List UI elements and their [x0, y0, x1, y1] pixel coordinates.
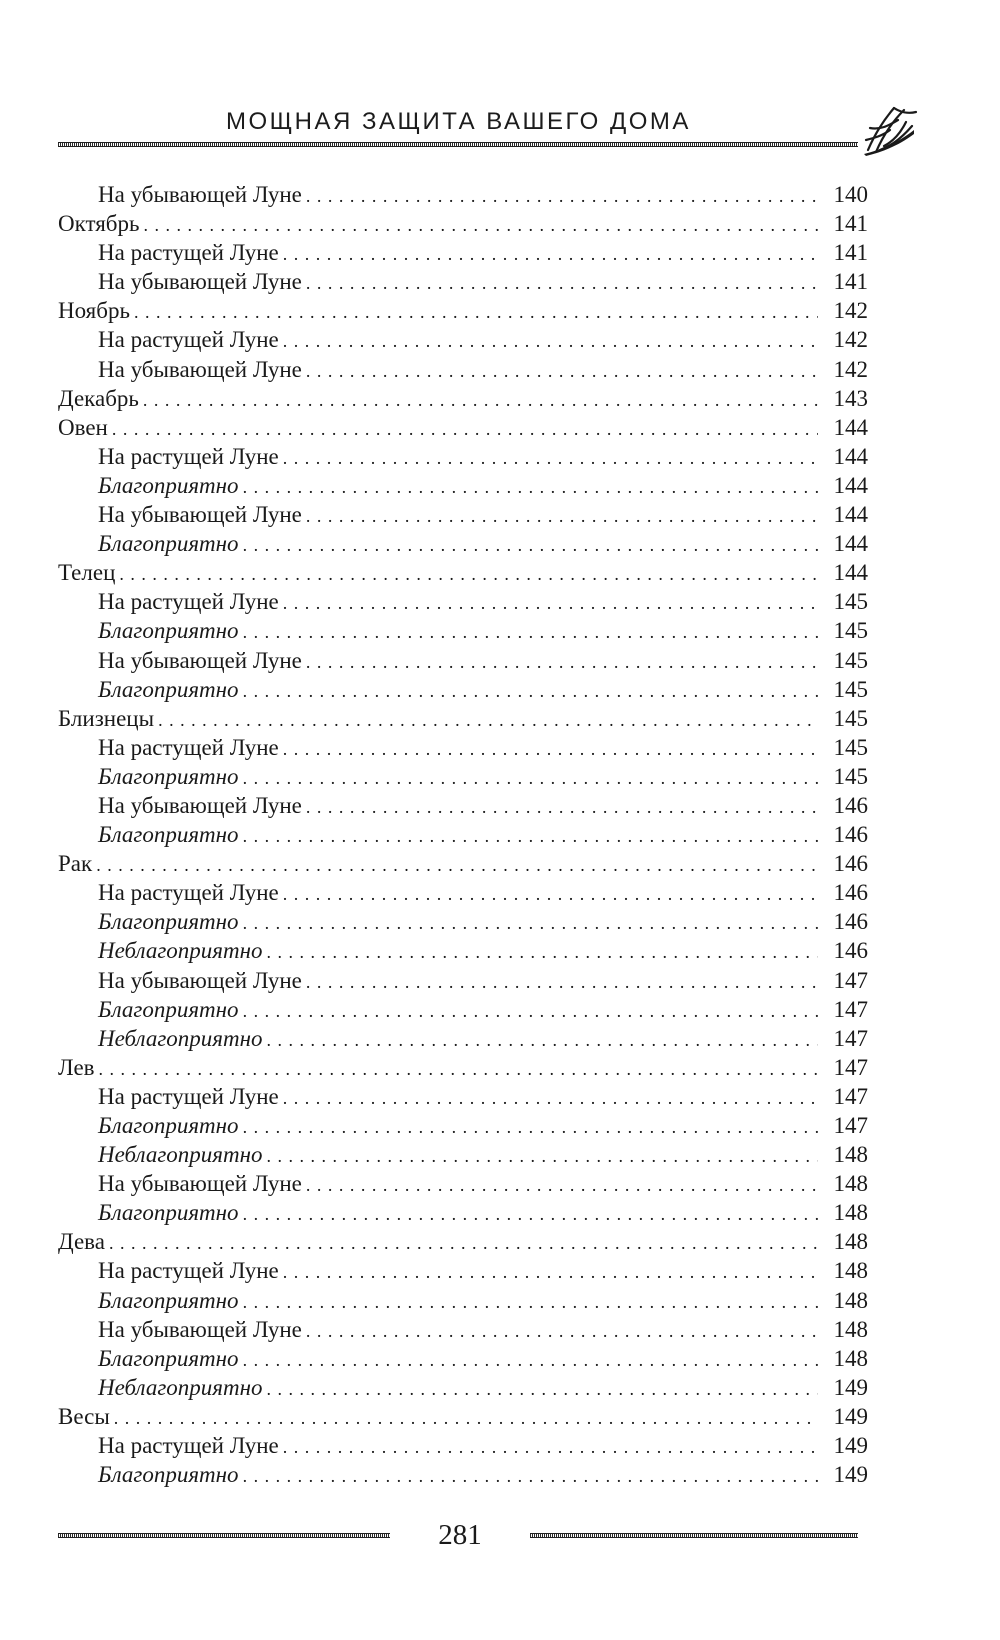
toc-entry-title: Благоприятно [98, 822, 239, 848]
toc-subentry [58, 325, 868, 354]
toc-entry-page: 142 [833, 356, 868, 382]
dot-leader [306, 355, 818, 384]
toc-subentry [58, 1431, 868, 1460]
dot-leader [243, 907, 818, 936]
toc-entry-page: 148 [833, 1316, 868, 1342]
toc-subentry [58, 471, 868, 500]
toc-entry-title: На убывающей Луне [98, 356, 302, 382]
toc-entry-page: 145 [833, 705, 868, 731]
toc-entry-title: Неблагоприятно [98, 938, 263, 964]
dot-leader [283, 238, 818, 267]
dot-leader [243, 995, 818, 1024]
toc-entry-title: Благоприятно [98, 676, 239, 702]
toc-entry-page: 148 [833, 1345, 868, 1371]
dot-leader [306, 180, 818, 209]
toc-entry-title: Неблагоприятно [98, 1025, 263, 1051]
dot-leader [112, 413, 818, 442]
toc-entry-title: Рак [58, 851, 93, 877]
toc-entry-page: 147 [833, 1113, 868, 1138]
dot-leader [243, 1111, 818, 1140]
toc-entry-title: Благоприятно [98, 1200, 239, 1226]
toc-subentry [58, 1256, 868, 1285]
dot-leader [243, 1344, 818, 1373]
toc-entry-title: Близнецы [58, 705, 155, 731]
toc-entry-page: 145 [833, 763, 868, 789]
toc-entry-page: 147 [833, 967, 868, 993]
toc-entry-title: На растущей Луне [98, 240, 279, 266]
toc-entry-title: Неблагоприятно [98, 1374, 263, 1400]
toc-entry-title: На растущей Луне [98, 443, 279, 469]
toc-subentry [58, 238, 868, 267]
toc-chapter-entry [58, 849, 868, 878]
dot-leader [267, 936, 818, 965]
dot-leader [267, 1373, 818, 1402]
dot-leader [99, 1053, 818, 1082]
table-of-contents [58, 180, 868, 1489]
toc-entry-title: Благоприятно [98, 1462, 239, 1488]
running-header-title: МОЩНАЯ ЗАЩИТА ВАШЕГО ДОМА [226, 108, 691, 135]
toc-entry-title: Лев [58, 1054, 95, 1080]
toc-subentry [58, 587, 868, 616]
toc-entry-page: 145 [833, 618, 868, 644]
toc-entry-title: На растущей Луне [98, 1083, 279, 1109]
toc-entry-title: На убывающей Луне [98, 792, 302, 818]
toc-chapter-entry [58, 1402, 868, 1431]
toc-entry-title: Весы [58, 1403, 110, 1429]
toc-entry-page: 149 [833, 1374, 868, 1400]
toc-chapter-entry [58, 209, 868, 238]
toc-entry-page: 148 [833, 1142, 868, 1168]
toc-entry-title: На убывающей Луне [98, 967, 302, 993]
toc-chapter-entry [58, 384, 868, 413]
toc-entry-title: На убывающей Луне [98, 182, 302, 207]
toc-entry-page: 147 [833, 1025, 868, 1051]
toc-entry-title: Благоприятно [98, 472, 239, 498]
toc-entry-title: На растущей Луне [98, 589, 279, 615]
dot-leader [243, 1460, 818, 1489]
toc-entry-page: 146 [833, 909, 868, 935]
footer-rule-right [530, 1533, 858, 1538]
toc-entry-page: 148 [833, 1171, 868, 1197]
book-leaf-logo-icon [860, 100, 920, 160]
toc-subentry [58, 762, 868, 791]
toc-entry-page: 148 [833, 1229, 868, 1255]
dot-leader [283, 325, 818, 354]
dot-leader [283, 1431, 818, 1460]
toc-entry-page: 142 [833, 298, 868, 324]
footer-rule-left [58, 1533, 390, 1538]
toc-entry-title: Дева [58, 1229, 105, 1255]
dot-leader [96, 849, 818, 878]
toc-entry-title: На растущей Луне [98, 880, 279, 906]
dot-leader [143, 384, 818, 413]
toc-entry-page: 145 [833, 676, 868, 702]
toc-entry-page: 144 [833, 443, 868, 469]
toc-entry-title: На растущей Луне [98, 1433, 279, 1459]
toc-entry-title: Благоприятно [98, 1113, 239, 1138]
toc-entry-page: 141 [833, 269, 868, 295]
toc-entry-title: Октябрь [58, 211, 140, 237]
toc-entry-page: 141 [833, 240, 868, 266]
toc-subentry [58, 907, 868, 936]
dot-leader [306, 267, 818, 296]
dot-leader [243, 1198, 818, 1227]
dot-leader [243, 762, 818, 791]
toc-entry-page: 146 [833, 851, 868, 877]
toc-subentry [58, 1373, 868, 1402]
toc-entry-title: Телец [58, 560, 116, 586]
dot-leader [267, 1024, 818, 1053]
dot-leader [306, 646, 818, 675]
toc-entry-title: На убывающей Луне [98, 647, 302, 673]
toc-entry-page: 142 [833, 327, 868, 353]
toc-entry-page: 149 [833, 1462, 868, 1488]
toc-entry-title: Благоприятно [98, 1287, 239, 1313]
toc-subentry [58, 442, 868, 471]
dot-leader [283, 587, 818, 616]
toc-subentry [58, 646, 868, 675]
toc-entry-title: Овен [58, 414, 108, 440]
toc-entry-title: На убывающей Луне [98, 502, 302, 528]
dot-leader [283, 442, 818, 471]
dot-leader [306, 500, 818, 529]
toc-subentry [58, 1169, 868, 1198]
toc-entry-page: 144 [833, 414, 868, 440]
toc-subentry [58, 529, 868, 558]
dot-leader [119, 558, 818, 587]
toc-entry-page: 147 [833, 996, 868, 1022]
toc-subentry [58, 733, 868, 762]
toc-subentry [58, 500, 868, 529]
dot-leader [283, 733, 818, 762]
dot-leader [134, 296, 818, 325]
toc-subentry [58, 180, 868, 209]
toc-entry-title: Благоприятно [98, 618, 239, 644]
toc-entry-page: 144 [833, 531, 868, 557]
toc-entry-page: 144 [833, 472, 868, 498]
toc-entry-page: 144 [833, 502, 868, 528]
dot-leader [243, 820, 818, 849]
header-rule [58, 142, 858, 147]
toc-subentry [58, 1140, 868, 1169]
toc-subentry [58, 936, 868, 965]
toc-entry-title: На растущей Луне [98, 1258, 279, 1284]
toc-entry-title: На убывающей Луне [98, 1171, 302, 1197]
dot-leader [243, 1286, 818, 1315]
toc-subentry [58, 1315, 868, 1344]
dot-leader [243, 529, 818, 558]
toc-entry-title: Благоприятно [98, 763, 239, 789]
dot-leader [144, 209, 819, 238]
toc-subentry [58, 791, 868, 820]
dot-leader [283, 1256, 818, 1285]
toc-entry-page: 146 [833, 792, 868, 818]
toc-entry-page: 148 [833, 1258, 868, 1284]
toc-entry-page: 140 [833, 182, 868, 207]
dot-leader [267, 1140, 818, 1169]
toc-entry-page: 146 [833, 938, 868, 964]
dot-leader [109, 1227, 818, 1256]
toc-subentry [58, 355, 868, 384]
dot-leader [114, 1402, 818, 1431]
toc-entry-title: На убывающей Луне [98, 269, 302, 295]
toc-entry-page: 147 [833, 1083, 868, 1109]
toc-entry-page: 145 [833, 647, 868, 673]
dot-leader [243, 616, 818, 645]
toc-entry-title: На растущей Луне [98, 734, 279, 760]
toc-subentry [58, 1111, 868, 1140]
page-number: 281 [438, 1519, 482, 1551]
toc-entry-title: Ноябрь [58, 298, 130, 324]
toc-entry-page: 146 [833, 822, 868, 848]
toc-entry-title: На растущей Луне [98, 327, 279, 353]
dot-leader [158, 704, 818, 733]
dot-leader [306, 966, 818, 995]
toc-subentry [58, 675, 868, 704]
toc-chapter-entry [58, 704, 868, 733]
toc-entry-title: Неблагоприятно [98, 1142, 263, 1168]
toc-entry-page: 149 [833, 1403, 868, 1429]
toc-chapter-entry [58, 1053, 868, 1082]
toc-chapter-entry [58, 1227, 868, 1256]
toc-subentry [58, 1286, 868, 1315]
toc-entry-page: 147 [833, 1054, 868, 1080]
dot-leader [243, 471, 818, 500]
toc-entry-page: 145 [833, 734, 868, 760]
dot-leader [306, 791, 818, 820]
dot-leader [243, 675, 818, 704]
toc-entry-title: Благоприятно [98, 996, 239, 1022]
toc-entry-page: 145 [833, 589, 868, 615]
toc-entry-page: 146 [833, 880, 868, 906]
toc-entry-title: Благоприятно [98, 531, 239, 557]
toc-entry-page: 141 [833, 211, 868, 237]
toc-subentry [58, 616, 868, 645]
toc-entry-page: 148 [833, 1200, 868, 1226]
toc-entry-title: На убывающей Луне [98, 1316, 302, 1342]
toc-subentry [58, 1344, 868, 1373]
toc-chapter-entry [58, 413, 868, 442]
toc-chapter-entry [58, 558, 868, 587]
toc-subentry [58, 1082, 868, 1111]
toc-entry-title: Благоприятно [98, 1345, 239, 1371]
toc-entry-title: Благоприятно [98, 909, 239, 935]
toc-subentry [58, 820, 868, 849]
toc-entry-page: 143 [833, 385, 868, 411]
toc-subentry [58, 1198, 868, 1227]
dot-leader [283, 878, 818, 907]
toc-entry-title: Декабрь [58, 385, 139, 411]
dot-leader [306, 1169, 818, 1198]
toc-subentry [58, 966, 868, 995]
toc-entry-page: 148 [833, 1287, 868, 1313]
dot-leader [306, 1315, 818, 1344]
toc-entry-page: 144 [833, 560, 868, 586]
toc-subentry [58, 995, 868, 1024]
toc-chapter-entry [58, 296, 868, 325]
toc-subentry [58, 1460, 868, 1489]
toc-entry-page: 149 [833, 1433, 868, 1459]
toc-subentry [58, 1024, 868, 1053]
toc-subentry [58, 878, 868, 907]
toc-subentry [58, 267, 868, 296]
dot-leader [283, 1082, 818, 1111]
